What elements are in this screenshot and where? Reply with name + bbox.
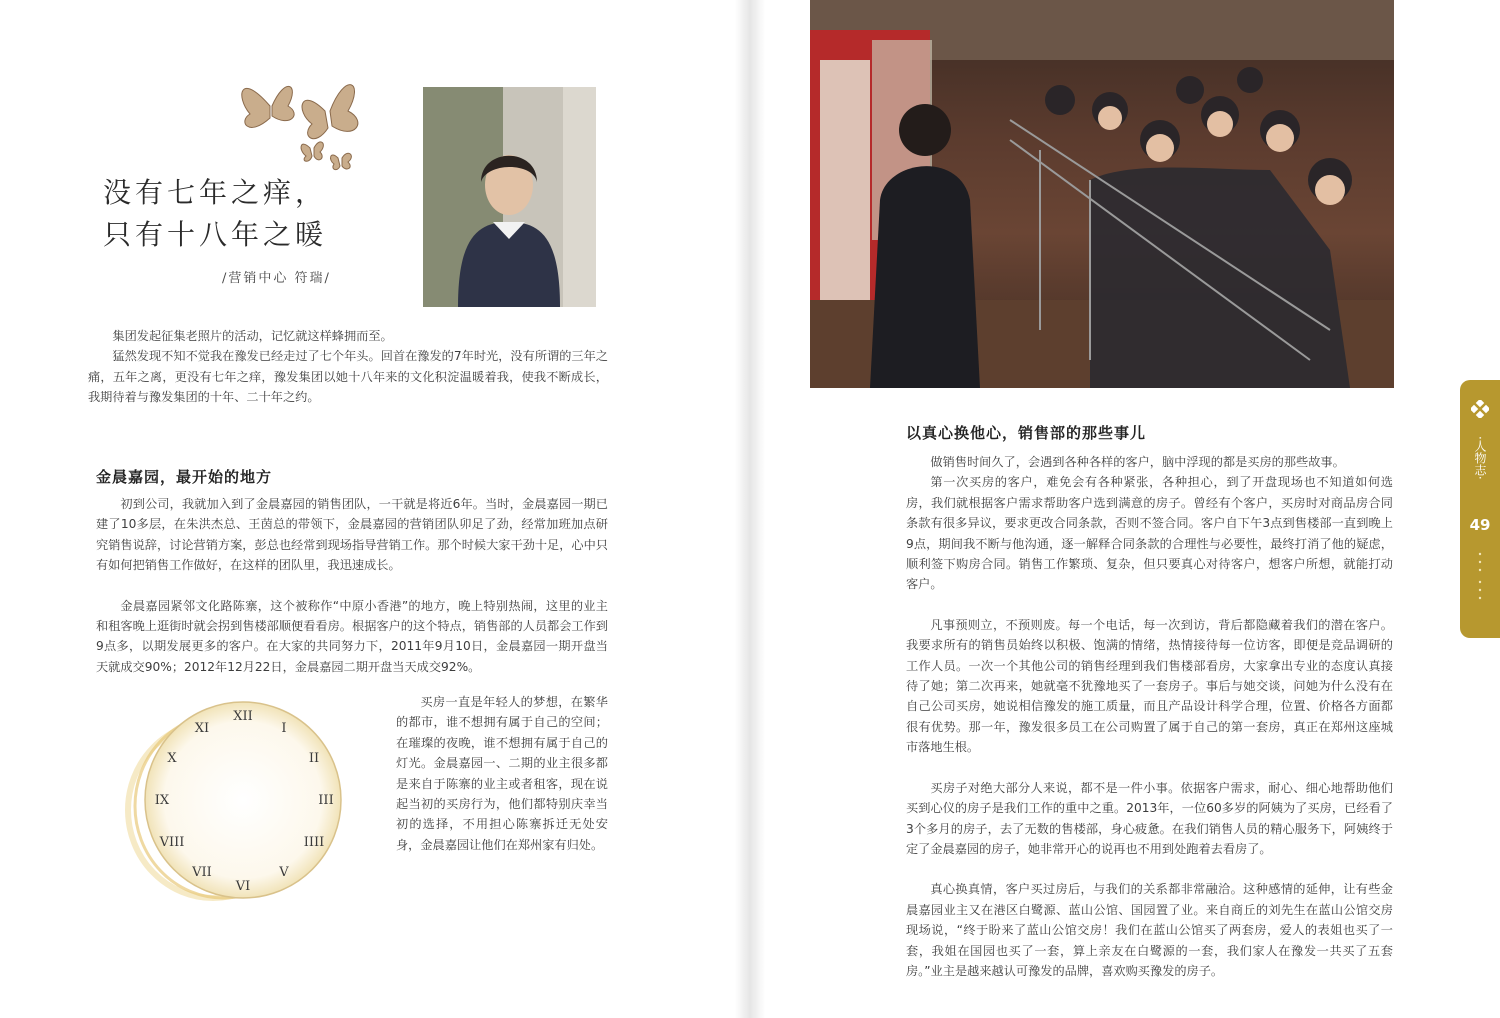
section-paragraph: 金晨嘉园紧邻文化路陈寨，这个被称作“中原小香港”的地方，晚上特别热闹，这里的业主和租客晚上逛街时就会拐到售楼部顺便看看房。根据客户的这个特点，销售部的人员都会工作到9点多，以期发展更多的客户。在大家的共同努力下，2011年9月10日，金晨嘉园一期开盘当天就成交90%；2012年12月22日，金晨嘉园二期开盘当天成交92%。 (96, 598, 608, 674)
sales-event-photo (810, 0, 1394, 388)
side-paragraph: 买房一直是年轻人的梦想，在繁华的都市，谁不想拥有属于自己的空间；在璀璨的夜晚，谁不想拥有属于自己的灯光。金晨嘉园一、二期的业主很多都是来自于陈寨的业主或者租客，现在说起当初的买房行为，他们都特别庆幸当初的选择，不用担心陈寨拆迁无处安身，金晨嘉园让他们在郑州家有归处。 (396, 695, 608, 852)
intro-text-block (88, 326, 608, 408)
clock-numeral: IX (154, 793, 170, 808)
author-byline: /营销中心 符瑞/ (222, 271, 331, 286)
section-heading-sales: 以真心换他心，销售部的那些事儿 (906, 424, 1147, 442)
side-text-block (396, 692, 608, 855)
spine-shadow (735, 0, 765, 1018)
clock-numeral: I (281, 721, 287, 736)
clock-numeral: VII (192, 865, 212, 880)
right-paragraph: 凡事预则立，不预则废。每一个电话，每一次到访，背后都隐藏着我们的潜在客户。我要求所有的销售员始终以积极、饱满的情绪，热情接待每一位访客，即便是竞品调研的工作人员。一次一个其他公司的销售经理到我们售楼部看房，大家拿出专业的态度认真接待了她；第二次再来，她就毫不犹豫地买了一套房子。事后与她交谈，问她为什么没有在自己公司买房，她说相信豫发的施工质量，而且产品设计科学合理，位置、价格各方面都很有优势。那一年，豫发很多员工在公司购置了属于自己的第一套房，真正在郑州这座城市落地生根。 (906, 617, 1393, 755)
page-number: 49 (1469, 516, 1491, 534)
diamond-logo-icon (1471, 400, 1489, 418)
clock-numeral: III (318, 793, 334, 808)
clock-numeral: VI (235, 879, 251, 894)
intro-paragraph: 猛然发现不知不觉我在豫发已经走过了七个年头。回首在豫发的7年时光，没有所谓的三年之痛，五年之离，更没有七年之痒，豫发集团以她十八年来的文化积淀温暖着我，使我不断成长，我期待着与豫发集团的十年、二十年之约。 (88, 349, 608, 405)
right-paragraph: 第一次买房的客户，难免会有各种紧张，各种担心，到了开盘现场也不知道如何选房，我们就根据客户需求帮助客户选到满意的房子。曾经有个客户，买房时对商品房合同条款有很多异议，要求更改合同条款，否则不签合同。客户自下午3点到售楼部一直到晚上9点，期间我不断与他沟通，逐一解释合同条款的合理性与必要性，最终打消了他的疑虑，顺利签下购房合同。销售工作繁琐、复杂，但只要真心对待客户，想客户所想，就能打动客户。 (906, 475, 1393, 592)
right-paragraph: 做销售时间久了，会遇到各种各样的客户，脑中浮现的都是买房的那些故事。 (930, 455, 1345, 469)
dots-decoration (1478, 550, 1482, 610)
clock-numeral: X (167, 751, 177, 766)
article-title-line-1: 没有七年之痒， (103, 176, 328, 209)
intro-paragraph: 集团发起征集老照片的活动，记忆就这样蜂拥而至。 (112, 329, 393, 343)
right-paragraph: 买房子对绝大部分人来说，都不是一件小事。依据客户需求，耐心、细心地帮助他们买到心仪的房子是我们工作的重中之重。2013年，一位60多岁的阿姨为了买房，已经看了3个多月的房子，去了无数的售楼部，身心疲惫。在我们销售人员的精心服务下，阿姨终于定了金晨嘉园的房子，她非常开心的说再也不用到处跑着去看房了。 (906, 780, 1393, 856)
clock-numeral: XI (194, 721, 210, 736)
clock-numeral: VIII (159, 835, 185, 850)
article-title-line-2: 只有十八年之暖 (103, 218, 328, 251)
author-portrait-photo (423, 87, 596, 307)
clock-illustration (118, 692, 348, 907)
right-text-block (906, 452, 1393, 981)
butterflies-illustration (230, 66, 380, 178)
clock-numeral: XII (233, 709, 253, 724)
right-page (750, 0, 1500, 1018)
section-text-block (96, 494, 608, 677)
section-heading-jinchen: 金晨嘉园，最开始的地方 (96, 468, 273, 486)
clock-numeral: V (279, 865, 289, 880)
column-side-tab (1460, 380, 1500, 638)
right-paragraph: 真心换真情，客户买过房后，与我们的关系都非常融洽。这种感情的延伸，让有些金晨嘉园业主又在港区白鹭源、蓝山公馆、国园置了业。来自商丘的刘先生在蓝山公馆交房现场说，“终于盼来了蓝山公馆交房！我们在蓝山公馆买了两套房，爱人的表姐也买了一套，我姐在国园也买了一套，算上亲友在白鹭源的一套，我们家人在豫发一共买了五套房。”业主是越来越认可豫发的品牌，喜欢购买豫发的房子。 (906, 882, 1393, 978)
clock-numeral: II (308, 751, 320, 766)
column-name: ·人物志· (1473, 436, 1487, 480)
clock-numeral: IIII (303, 835, 325, 850)
section-paragraph: 初到公司，我就加入到了金晨嘉园的销售团队，一干就是将近6年。当时，金晨嘉园一期已建了10多层，在朱洪杰总、王茵总的带领下，金晨嘉园的营销团队卯足了劲，经常加班加点研究销售说辞，讨论营销方案，彭总也经常到现场指导营销工作。那个时候大家干劲十足，心中只有如何把销售工作做好，在这样的团队里，我迅速成长。 (96, 497, 608, 573)
